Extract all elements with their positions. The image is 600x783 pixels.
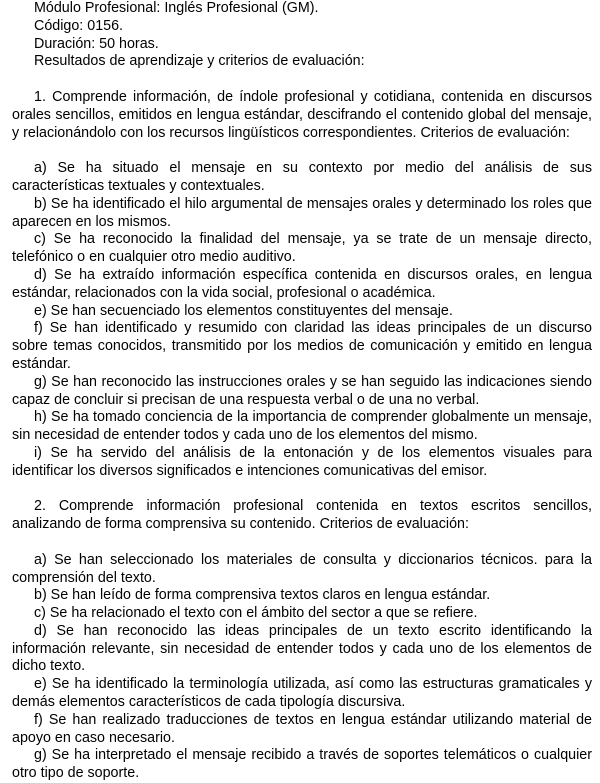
criterion-item: f) Se han realizado traducciones de textos en lengua estándar utilizando material de apoyo en caso necesario. <box>12 711 592 746</box>
module-duration: Duración: 50 horas. <box>34 35 159 52</box>
section-intro: 2. Comprende información profesional contenida en textos escritos sencillos, analizando de forma comprensiva su contenido. Criterios de evaluación: <box>12 498 592 533</box>
criterion-item: c) Se ha relacionado el texto con el ámbito del sector a que se refiere. <box>34 605 478 622</box>
criterion-item: b) Se han leído de forma comprensiva textos claros en lengua estándar. <box>34 587 491 604</box>
criterion-item: d) Se ha extraído información específica contenida en discursos orales, en lengua estándar, relacionados con la vida social, profesional o académica. <box>12 266 592 301</box>
criterion-item: d) Se han reconocido las ideas principales de un texto escrito identificando la información relevante, sin necesidad de entender todos y cada uno de los elementos de dicho texto. <box>12 622 592 675</box>
criterion-item: c) Se ha reconocido la finalidad del mensaje, ya se trate de un mensaje directo, telefónico o en cualquier otro medio auditivo. <box>12 231 592 266</box>
results-heading: Resultados de aprendizaje y criterios de evaluación: <box>34 53 365 70</box>
module-code: Código: 0156. <box>34 17 124 34</box>
criterion-item: b) Se ha identificado el hilo argumental de mensajes orales y determinado los roles que aparecen en los mismos. <box>12 195 592 230</box>
section-intro: 1. Comprende información, de índole profesional y cotidiana, contenida en discursos orales sencillos, emitidos en lengua estándar, descifrando el contenido global del mensaje, y relacionándolo con los recursos lingüísticos correspondientes. Criterios de evaluación: <box>12 88 592 141</box>
criterion-item: g) Se ha interpretado el mensaje recibido a través de soportes telemáticos o cualquier otro tipo de soporte. <box>12 747 592 782</box>
module-header <box>12 0 592 71</box>
criterion-item: a) Se ha situado el mensaje en su contexto por medio del análisis de sus características textuales y contextuales. <box>12 160 592 194</box>
spacer <box>12 142 592 160</box>
criterion-item: f) Se han identificado y resumido con claridad las ideas principales de un discurso sobre temas conocidos, transmitido por los medios de comunicación y emitido en lengua estándar. <box>12 320 592 372</box>
spacer <box>12 534 592 552</box>
criterion-item: e) Se han secuenciado los elementos constituyentes del mensaje. <box>34 302 453 319</box>
document-page <box>12 0 592 783</box>
criterion-item: h) Se ha tomado conciencia de la importancia de comprender globalmente un mensaje, sin necesidad de entender todos y cada uno de los elementos del mismo. <box>12 409 592 444</box>
criterion-item: a) Se han seleccionado los materiales de consulta y diccionarios técnicos. para la comprensión del texto. <box>12 551 592 586</box>
module-title: Módulo Profesional: Inglés Profesional (GM). <box>34 0 319 16</box>
criterion-item: g) Se han reconocido las instrucciones orales y se han seguido las indicaciones siendo capaz de concluir si precisan de una respuesta verbal o de una no verbal. <box>12 373 592 408</box>
spacer <box>12 71 592 89</box>
spacer <box>12 481 592 499</box>
criterion-item: i) Se ha servido del análisis de la entonación y de los elementos visuales para identificar los diversos significados e intenciones comunicativas del emisor. <box>12 444 592 479</box>
section-1 <box>12 89 592 481</box>
section-2 <box>12 498 592 783</box>
criterion-item: e) Se ha identificado la terminología utilizada, así como las estructuras gramaticales y demás elementos característicos de cada tipología discursiva. <box>12 676 592 711</box>
